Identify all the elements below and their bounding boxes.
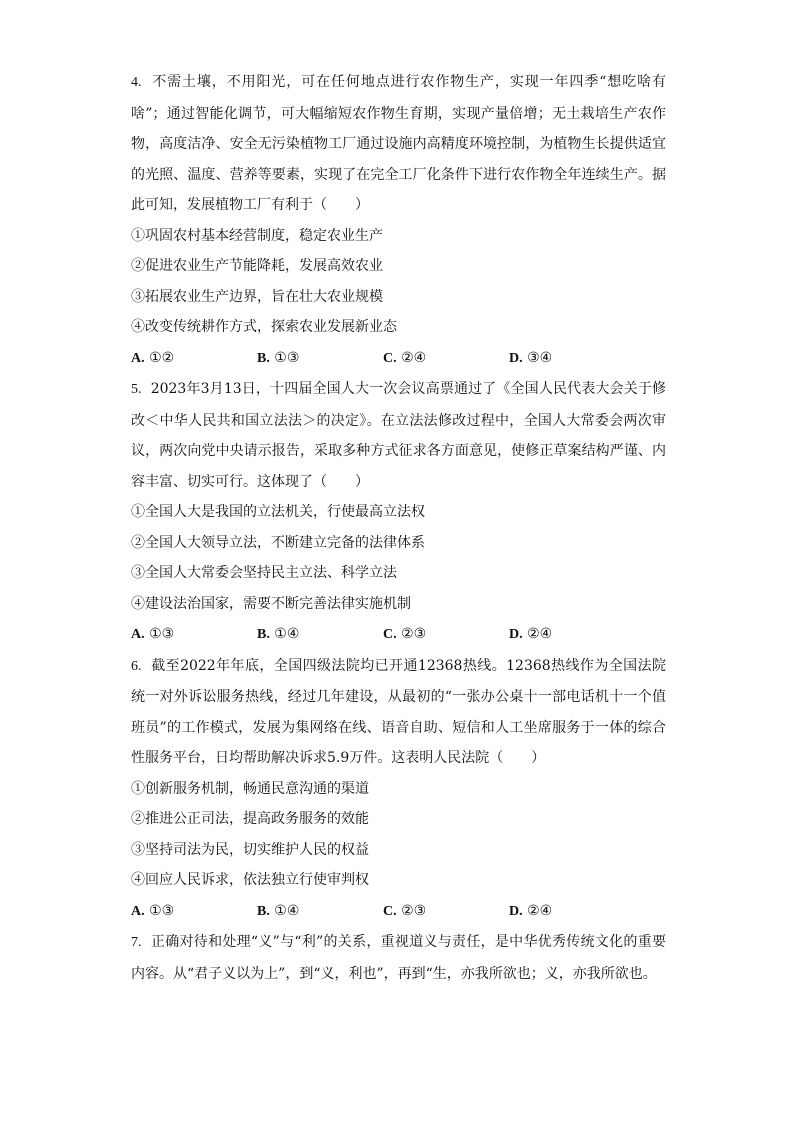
question-6-answers: [131, 896, 666, 928]
question-4-text: 不需土壤，不用阳光，可在任何地点进行农作物生产，实现一年四季“想吃啥有啥”；通过智能化调节，可大幅缩短农作物生育期，实现产量倍增；无土栽培生产农作物，高度洁净、安全无污染植物工厂通过设施内高精度环境控制，为植物生长提供适宜的光照、温度、营养等要素，实现了在完全工厂化条件下进行农作物全年连续生产。据此可知，发展植物工厂有利于（ ）: [131, 74, 666, 213]
question-5-number: 5.: [131, 382, 142, 397]
question-4-option-3: ③拓展农业生产边界，旨在壮大农业规模: [131, 288, 383, 305]
question-4-answer-c[interactable]: C. ②④: [383, 349, 427, 366]
question-4: [131, 67, 666, 374]
question-4-option-2: ②促进农业生产节能降耗，发展高效农业: [131, 258, 383, 274]
question-6-option-1: ①创新服务机制，畅通民意沟通的渠道: [131, 780, 369, 797]
question-7-text: 正确对待和处理“义”与“利”的关系，重视道义与责任，是中华优秀传统文化的重要内容。从“君子义以为上”，到“义，利也”，再到“生，亦我所欲也；义，亦我所欲也。: [131, 934, 666, 982]
question-6-option-4: ④回应人民诉求，依法独立行使审判权: [131, 872, 369, 888]
question-6-stem: [131, 651, 666, 774]
question-6-answer-c[interactable]: C. ②③: [383, 902, 427, 919]
question-4-option-4: ④改变传统耕作方式，探索农业发展新业态: [131, 319, 397, 335]
question-5: [131, 374, 666, 651]
question-5-option-1: ①全国人大是我国的立法机关，行使最高立法权: [131, 504, 425, 520]
question-7-stem: [131, 927, 666, 989]
question-4-number: 4.: [131, 75, 142, 90]
question-5-answers: [131, 619, 666, 651]
question-7: [131, 927, 666, 989]
question-4-answer-a[interactable]: A. ①②: [131, 349, 175, 366]
question-4-answer-d[interactable]: D. ③④: [509, 349, 553, 366]
question-4-answer-b[interactable]: B. ①③: [257, 349, 300, 366]
question-4-option-1: ①巩固农村基本经营制度，稳定农业生产: [131, 227, 383, 244]
question-6: [131, 651, 666, 928]
question-6-answer-b[interactable]: B. ①④: [257, 902, 300, 919]
question-4-stem: [131, 67, 666, 221]
question-5-option-2: ②全国人大领导立法，不断建立完备的法律体系: [131, 534, 425, 551]
question-6-answer-d[interactable]: D. ②④: [509, 902, 553, 919]
question-5-answer-d[interactable]: D. ②④: [509, 626, 553, 642]
question-5-answer-a[interactable]: A. ①③: [131, 626, 175, 642]
question-6-number: 6.: [131, 658, 142, 674]
question-7-number: 7.: [131, 935, 142, 950]
question-5-stem: [131, 374, 666, 497]
question-5-answer-c[interactable]: C. ②③: [383, 626, 427, 642]
question-6-answer-a[interactable]: A. ①③: [131, 902, 175, 919]
question-5-option-3: ③全国人大常委会坚持民主立法、科学立法: [131, 565, 397, 581]
question-6-text: 截至2022年年底，全国四级法院均已开通12368热线。12368热线作为全国法院统一对外诉讼服务热线，经过几年建设，从最初的“一张办公桌十一部电话机十一个值班员”的工作模式，发展为集网络在线、语音自助、短信和人工坐席服务于一体的综合性服务平台，日均帮助解决诉求5.9万件。这表明人民法院（ ）: [131, 657, 666, 766]
exam-content: [131, 67, 666, 989]
question-5-text: 2023年3月13日，十四届全国人大一次会议高票通过了《全国人民代表大会关于修改＜中华人民共和国立法法＞的决定》。在立法法修改过程中，全国人大常委会两次审议，两次向党中央请示报告，采取多种方式征求各方面意见，使修正草案结构严谨、内容丰富、切实可行。这体现了（ ）: [131, 381, 666, 490]
question-4-answers: [131, 343, 666, 375]
question-6-option-2: ②推进公正司法，提高政务服务的效能: [131, 811, 369, 827]
question-6-option-3: ③坚持司法为民，切实维护人民的权益: [131, 841, 369, 858]
question-5-answer-b[interactable]: B. ①④: [257, 626, 300, 642]
question-5-option-4: ④建设法治国家，需要不断完善法律实施机制: [131, 595, 411, 612]
